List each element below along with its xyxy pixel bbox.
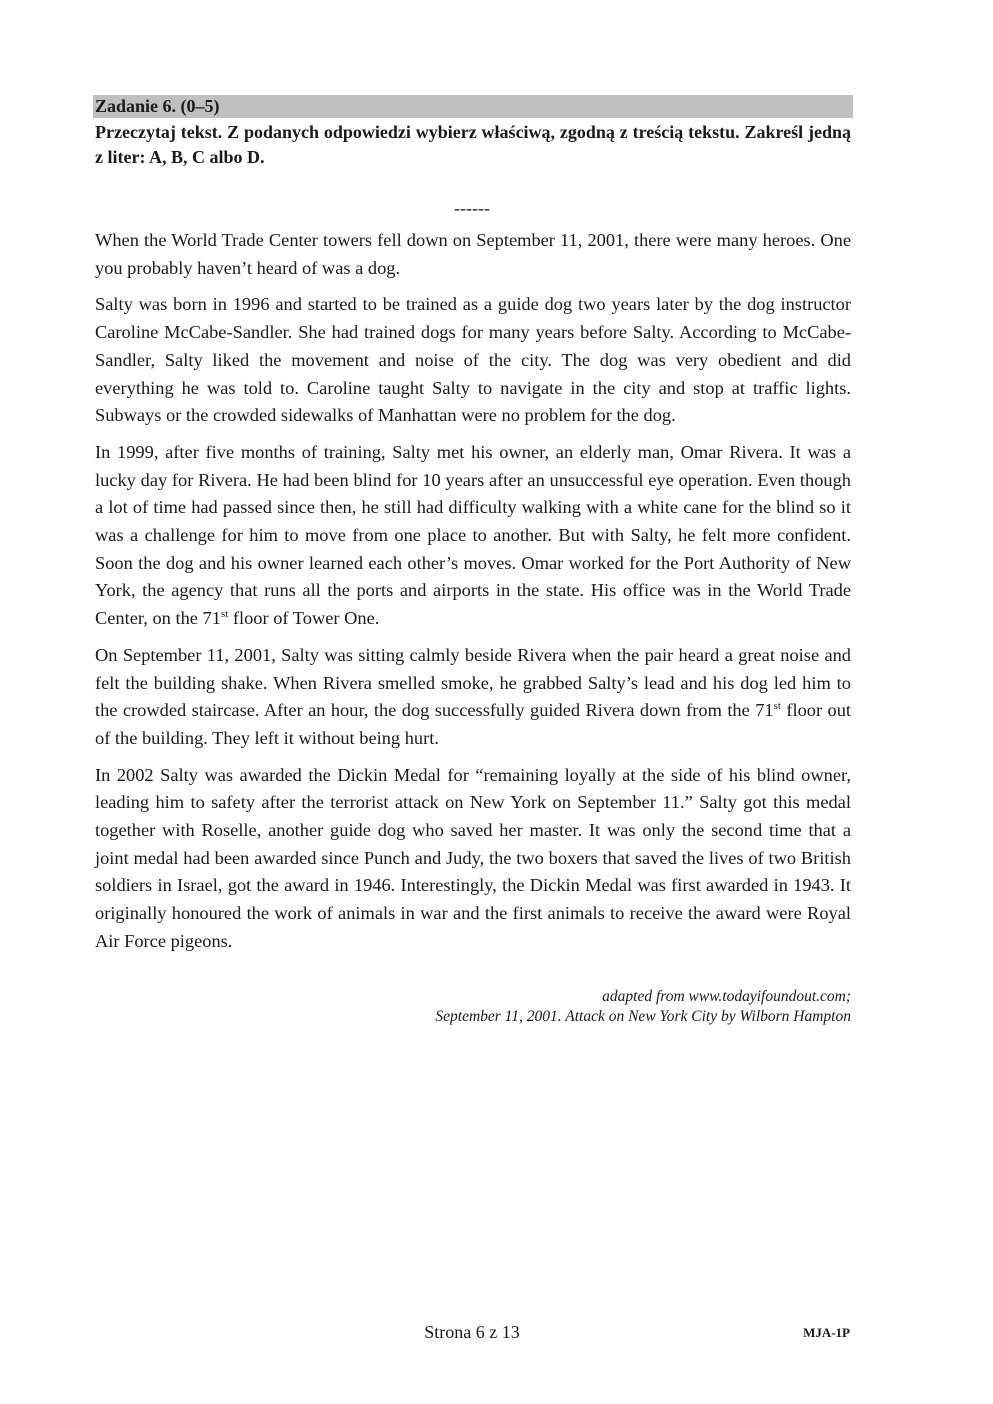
paragraph-3 [95,439,851,633]
text-separator: ------ [454,198,490,218]
source-citation [95,987,851,1027]
task-instruction: Przeczytaj tekst. Z podanych odpowiedzi wybierz właściwą, zgodną z treścią tekstu. Zakreśl jedną z liter: A, B, C albo D. [95,122,851,167]
page-number: Strona 6 z 13 [424,1322,520,1342]
task-title: Zadanie 6. (0–5) [93,95,853,118]
paragraph-4-end: floor out of the building. They left it without being hurt. [95,700,851,748]
paragraph-4 [95,642,851,753]
paragraph-5: In 2002 Salty was awarded the Dickin Medal for “remaining loyally at the side of his blind owner, leading him to safety after the terrorist attack on New York on September 11.” Salty got this medal together with Roselle, another guide dog who saved her master. It was only the second time that a joint medal had been awarded since Punch and Judy, the two boxers that saved the lives of two British soldiers in Israel, got the award in 1946. Interestingly, the Dickin Medal was first awarded in 1943. It originally honoured the work of animals in war and the first animals to receive the award were Royal Air Force pigeons. [95,764,851,951]
reading-text [95,227,851,965]
paragraph-3-end: floor of Tower One. [228,608,380,629]
paragraph-2: Salty was born in 1996 and started to be trained as a guide dog two years later by the dog instructor Caroline McCabe-Sandler. She had trained dogs for many years before Salty. According to McCabe-Sandler, Salty liked the movement and noise of the city. The dog was very obedient and did everything he was told to. Caroline taught Salty to navigate in the city and stop at traffic lights. Subways or the crowded sidewalks of Manhattan were no problem for the dog. [95,294,851,426]
paragraph-4-text: On September 11, 2001, Salty was sitting calmly beside Rivera when the pair heard a great noise and felt the building shake. When Rivera smelled smoke, he grabbed Salty’s lead and his dog led him to the crowded staircase. After an hour, the dog successfully guided Rivera down from the 71 [95,644,851,721]
source-line-1: adapted from www.todayifoundout.com; [602,988,851,1005]
ordinal-suffix: st [220,608,229,621]
paragraph-3-text: In 1999, after five months of training, Salty met his owner, an elderly man, Omar Rivera. It was a lucky day for Rivera. He had been blind for 10 years after an unsuccessful eye operation. Even though a lot of time had passed since then, he still had difficulty walking with a white cane for the blind so it was a challenge for him to move from one place to another. But with Salty, he felt more confident. Soon the dog and his owner learned each other’s moves. Omar worked for the Port Authority of New York, the agency that runs all the ports and airports in the state. His office was in the World Trade Center, on the 71 [95,441,851,629]
exam-code: MJA-1P [803,1325,850,1340]
paragraph-1: When the World Trade Center towers fell down on September 11, 2001, there were many heroes. One you probably haven’t heard of was a dog. [95,230,851,278]
source-line-2: September 11, 2001. Attack on New York City by Wilborn Hampton [435,1008,851,1025]
ordinal-suffix: st [773,700,781,713]
